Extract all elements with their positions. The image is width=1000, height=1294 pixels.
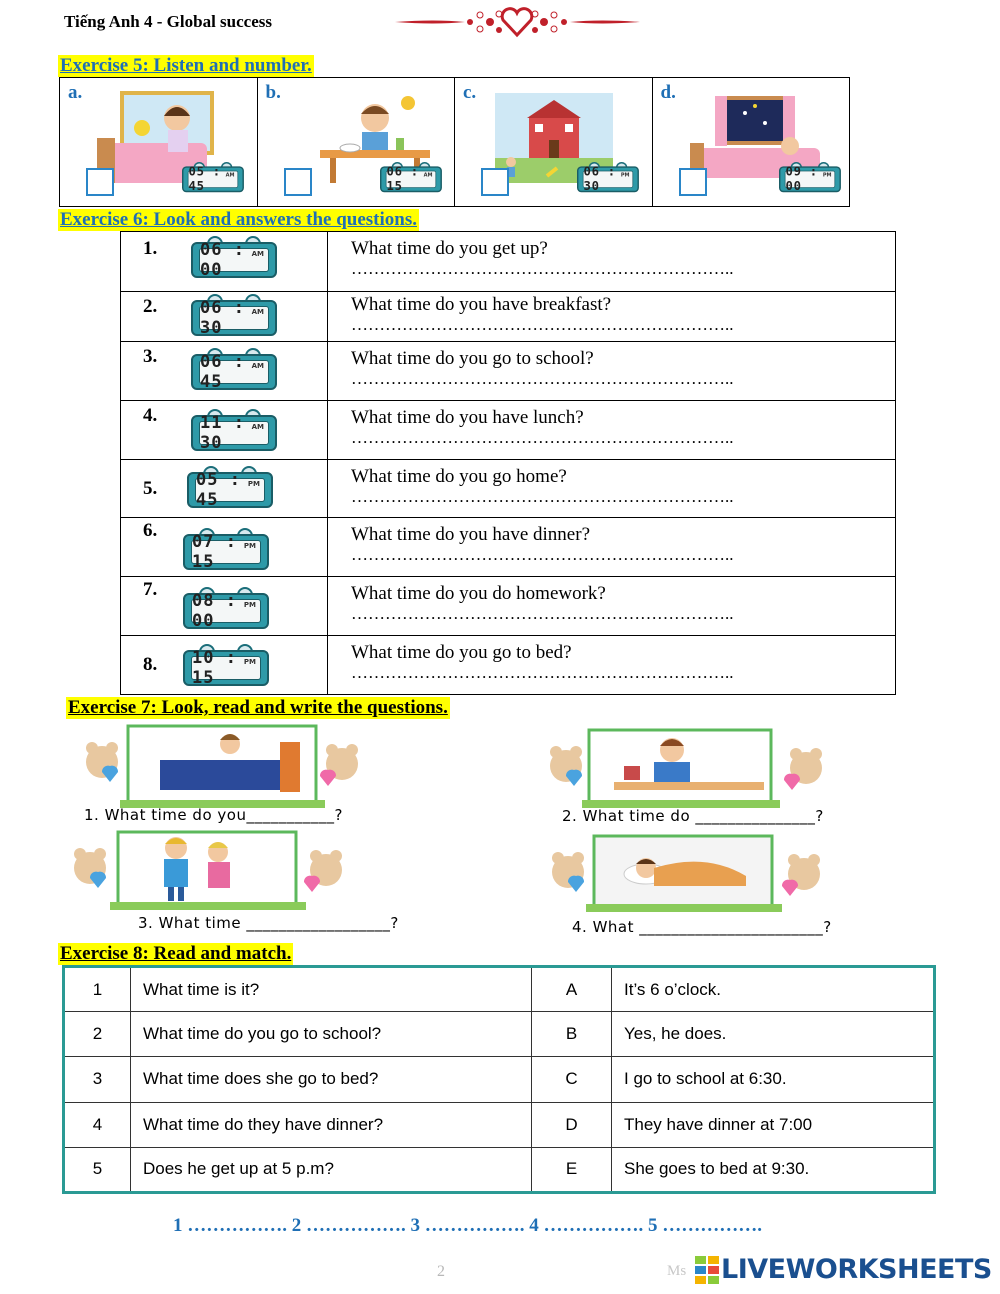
clock-icon: 06 : 30 PM xyxy=(577,162,639,194)
question-text: What time do you have lunch? xyxy=(351,407,584,428)
table-row xyxy=(64,1012,935,1057)
exercise-5-item-b xyxy=(258,78,456,206)
answer-line[interactable]: ………………………………………………………….. xyxy=(351,664,734,682)
children-going-home-picture xyxy=(68,828,350,910)
boy-breakfast-picture xyxy=(544,726,829,810)
row-number: 8. xyxy=(143,654,158,675)
answer-line[interactable]: ………………………………………………………….. xyxy=(351,488,734,506)
answer-letter: C xyxy=(532,1057,612,1102)
exercise-7-question-3[interactable]: 3. What time __________________? xyxy=(138,914,399,932)
exercise-5-item-a xyxy=(60,78,258,206)
table-row xyxy=(121,401,895,460)
row-number: 5. xyxy=(143,478,158,499)
question-text: What time do you do homework? xyxy=(351,583,606,604)
answer-line[interactable]: ………………………………………………………….. xyxy=(351,546,734,564)
question-text: What time do you get up? xyxy=(351,238,548,259)
item-letter: b. xyxy=(265,82,281,103)
exercise-8-table xyxy=(62,965,936,1194)
table-row xyxy=(64,1102,935,1147)
exercise-5-item-d xyxy=(653,78,850,206)
exercise-7-title: Exercise 7: Look, read and write the questions. xyxy=(68,697,448,718)
answer-text: It’s 6 o’clock. xyxy=(612,967,935,1012)
answer-line[interactable]: ………………………………………………………….. xyxy=(351,260,734,278)
item-letter: d. xyxy=(660,82,676,103)
liveworksheets-logo[interactable] xyxy=(695,1254,992,1285)
document-header: Tiếng Anh 4 - Global success xyxy=(64,12,272,31)
clock-icon: 08 : 00 PM xyxy=(183,587,269,631)
table-row xyxy=(121,292,895,342)
clock-icon: 11 : 30 AM xyxy=(191,409,277,453)
clock-icon: 05 : 45 AM xyxy=(182,162,244,194)
exercise-8-title: Exercise 8: Read and match. xyxy=(60,943,292,964)
answer-text: She goes to bed at 9:30. xyxy=(612,1147,935,1192)
clock-icon: 10 : 15 PM xyxy=(183,644,269,688)
answer-box-b[interactable] xyxy=(284,168,312,196)
row-number: 7. xyxy=(143,579,158,600)
question-number: 5 xyxy=(64,1147,131,1192)
question-text: What time do you go to school? xyxy=(351,348,594,369)
answer-letter: D xyxy=(532,1102,612,1147)
row-number: 6. xyxy=(143,520,158,541)
question-number: 1 xyxy=(64,967,131,1012)
logo-text: LIVEWORKSHEETS xyxy=(721,1254,992,1285)
question-text: What time do they have dinner? xyxy=(131,1102,532,1147)
clock-icon: 07 : 15 PM xyxy=(183,528,269,572)
table-row xyxy=(121,636,895,694)
table-row xyxy=(121,460,895,518)
answer-letter: E xyxy=(532,1147,612,1192)
girl-sleeping-picture xyxy=(546,832,828,912)
answer-box-d[interactable] xyxy=(679,168,707,196)
exercise-6-title: Exercise 6: Look and answers the questions. xyxy=(60,209,417,230)
liveworksheets-mark-icon xyxy=(695,1256,719,1284)
answer-text: They have dinner at 7:00 xyxy=(612,1102,935,1147)
clock-icon: 06 : 15 AM xyxy=(380,162,442,194)
footer-author: Ms xyxy=(667,1263,687,1279)
row-number: 2. xyxy=(143,296,158,317)
table-row xyxy=(64,967,935,1012)
clock-icon: 06 : 45 AM xyxy=(191,348,277,392)
answer-box-a[interactable] xyxy=(86,168,114,196)
answer-letter: B xyxy=(532,1012,612,1057)
page-number: 2 xyxy=(437,1263,445,1280)
answer-line[interactable]: ………………………………………………………….. xyxy=(351,605,734,623)
row-number: 1. xyxy=(143,238,158,259)
exercise-7-question-2[interactable]: 2. What time do _______________? xyxy=(562,807,824,825)
question-text: What time does she go to bed? xyxy=(131,1057,532,1102)
exercise-5-table xyxy=(59,77,850,207)
answer-line[interactable]: ………………………………………………………….. xyxy=(351,316,734,334)
answer-line[interactable]: ………………………………………………………….. xyxy=(351,429,734,447)
answer-letter: A xyxy=(532,967,612,1012)
exercise-6-table xyxy=(120,231,896,695)
clock-icon: 06 : 30 AM xyxy=(191,294,277,338)
answer-text: Yes, he does. xyxy=(612,1012,935,1057)
question-text: What time do you have dinner? xyxy=(351,524,591,545)
question-text: What time is it? xyxy=(131,967,532,1012)
table-row xyxy=(121,232,895,292)
matching-answer-line[interactable]: 1 ……………. 2 ……………. 3 ……………. 4 ……………. 5 ……………. xyxy=(173,1215,762,1236)
table-row xyxy=(121,577,895,636)
table-row xyxy=(121,518,895,577)
answer-box-c[interactable] xyxy=(481,168,509,196)
exercise-5-title: Exercise 5: Listen and number. xyxy=(60,55,312,76)
answer-line[interactable]: ………………………………………………………….. xyxy=(351,370,734,388)
question-text: Does he get up at 5 p.m? xyxy=(131,1147,532,1192)
boy-getting-up-picture xyxy=(80,722,365,808)
question-number: 2 xyxy=(64,1012,131,1057)
clock-icon: 06 : 00 AM xyxy=(191,236,277,280)
row-number: 4. xyxy=(143,405,158,426)
exercise-5-item-c xyxy=(455,78,653,206)
question-number: 3 xyxy=(64,1057,131,1102)
answer-text: I go to school at 6:30. xyxy=(612,1057,935,1102)
question-text: What time do you go home? xyxy=(351,466,567,487)
table-row xyxy=(64,1057,935,1102)
question-text: What time do you go to bed? xyxy=(351,642,572,663)
question-text: What time do you go to school? xyxy=(131,1012,532,1057)
clock-icon: 05 : 45 PM xyxy=(187,466,273,510)
row-number: 3. xyxy=(143,346,158,367)
table-row xyxy=(121,342,895,401)
exercise-7-question-1[interactable]: 1. What time do you___________? xyxy=(84,806,343,824)
item-letter: c. xyxy=(463,82,477,103)
question-text: What time do you have breakfast? xyxy=(351,294,612,315)
exercise-7-question-4[interactable]: 4. What _______________________? xyxy=(572,918,832,936)
clock-icon: 09 : 00 PM xyxy=(779,162,841,194)
item-letter: a. xyxy=(68,82,83,103)
table-row xyxy=(64,1147,935,1192)
heart-ornament-icon xyxy=(395,5,640,39)
question-number: 4 xyxy=(64,1102,131,1147)
